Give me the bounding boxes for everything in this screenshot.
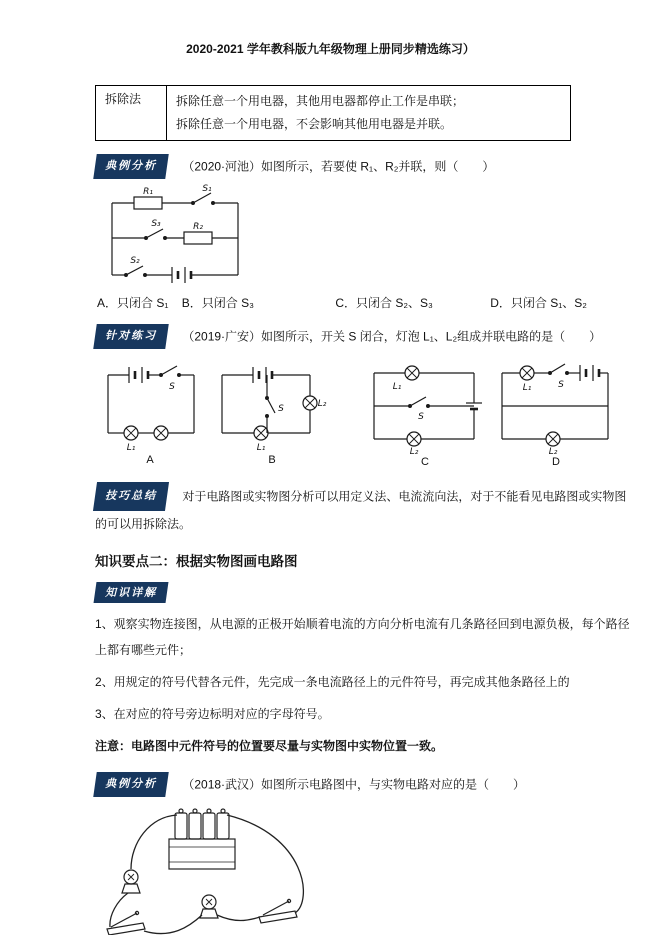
switch-s bbox=[410, 397, 426, 406]
practice-question: （2019·广安）如图所示，开关 S 闭合，灯泡 L₁、L₂组成并联电路的是（ ） bbox=[182, 329, 602, 344]
table-line-series: 拆除任意一个用电器，其他用电器都停止工作是串联； bbox=[176, 94, 465, 108]
circuit-c-diagram bbox=[366, 359, 484, 455]
label-l1: L₁ bbox=[522, 383, 532, 393]
knowledge-item-1: 1、观察实物连接图，从电源的正极开始顺着电流的方向分析电流有几条路径回到电源负极，每个路径上都有哪些元件； bbox=[95, 616, 630, 657]
option-a: A．只闭合 S₁ bbox=[97, 296, 169, 310]
label-l1: L₁ bbox=[392, 382, 402, 392]
practice-header bbox=[95, 324, 637, 349]
label-l2: L₂ bbox=[317, 399, 327, 409]
badge-example-analysis-2 bbox=[93, 772, 169, 797]
circuit-option-b bbox=[214, 359, 330, 466]
circuit-wires bbox=[112, 193, 238, 283]
battery-symbol bbox=[172, 267, 191, 283]
option-d: D．只闭合 S₁、S₂ bbox=[490, 296, 587, 310]
label-s: S bbox=[278, 404, 284, 414]
label-s: S bbox=[169, 382, 175, 392]
switch-left bbox=[107, 911, 145, 935]
switch-s3 bbox=[146, 229, 163, 238]
lamp-symbol bbox=[405, 366, 419, 380]
label-l1: L₁ bbox=[126, 443, 136, 453]
note-text: 注意：电路图中元件符号的位置要尽量与实物图中实物位置一致。 bbox=[95, 738, 444, 753]
practice-figures bbox=[100, 359, 661, 468]
label-l1: L₁ bbox=[256, 443, 266, 453]
knowledge-list bbox=[95, 611, 641, 727]
resistor-r1 bbox=[134, 197, 162, 209]
switch-s2 bbox=[126, 266, 143, 275]
badge-knowledge-detail bbox=[94, 582, 169, 603]
example1-options bbox=[97, 294, 637, 311]
label-s: S bbox=[418, 412, 424, 422]
bulb-center bbox=[200, 895, 218, 918]
removal-method-table bbox=[95, 85, 571, 141]
lamp-symbol bbox=[254, 426, 268, 440]
switch-s bbox=[161, 366, 177, 375]
battery-symbol bbox=[253, 367, 272, 383]
badge-targeted-practice bbox=[93, 324, 169, 349]
circuit-option-a bbox=[100, 359, 200, 466]
circuit-caption-d: D bbox=[552, 456, 560, 468]
circuit-diagram-example1 bbox=[100, 183, 250, 288]
switch-s bbox=[550, 364, 565, 373]
label-s2: S₂ bbox=[130, 256, 140, 266]
bulb-left bbox=[122, 870, 140, 893]
knowledge-item-2: 2、用规定的符号代替各元件，先完成一条电流路径上的元件符号，再完成其他条路径上的 bbox=[95, 674, 570, 689]
switch-right bbox=[259, 899, 297, 923]
physical-circuit-figure bbox=[97, 805, 317, 935]
table-line-parallel: 拆除任意一个用电器，不会影响其他用电器是并联。 bbox=[176, 117, 453, 131]
battery-symbol bbox=[129, 367, 148, 383]
badge-label: 知识详解 bbox=[105, 586, 158, 599]
label-s1: S₁ bbox=[202, 184, 212, 194]
label-s: S bbox=[558, 380, 564, 390]
battery-symbol bbox=[580, 365, 599, 381]
switch-s1 bbox=[193, 193, 211, 203]
circuit-caption-a: A bbox=[146, 454, 154, 466]
example1-figure bbox=[100, 183, 661, 288]
lamp-symbol bbox=[546, 432, 560, 446]
circuit-a-diagram bbox=[100, 359, 200, 453]
page-title: 2020-2021 学年教科版九年级物理上册同步精选练习） bbox=[186, 42, 475, 56]
option-c: C．只闭合 S₂、S₃ bbox=[335, 296, 433, 310]
label-l2: L₂ bbox=[548, 447, 558, 455]
switch-s bbox=[267, 398, 275, 413]
example1-header bbox=[95, 154, 637, 179]
lamp-symbol bbox=[303, 396, 317, 410]
lamp-symbol bbox=[124, 426, 138, 440]
label-r1: R₁ bbox=[143, 187, 153, 197]
lamp-symbol bbox=[520, 366, 534, 380]
option-b: B．只闭合 S₃ bbox=[181, 296, 254, 310]
table-row-label: 拆除法 bbox=[96, 86, 167, 141]
badge-label: 典例分析 bbox=[105, 160, 158, 172]
example2-figure bbox=[97, 805, 661, 935]
badge-example-analysis-1 bbox=[93, 154, 169, 179]
knowledge-header bbox=[95, 582, 637, 603]
circuit-d-diagram bbox=[494, 359, 618, 455]
label-s3: S₃ bbox=[151, 219, 161, 229]
example2-question: （2018·武汉）如图所示电路图中，与实物电路对应的是（ ） bbox=[182, 777, 526, 792]
connecting-wires bbox=[110, 815, 303, 934]
table-row bbox=[96, 86, 571, 141]
table-row-content bbox=[167, 86, 571, 141]
lamp-symbol bbox=[407, 432, 421, 446]
badge-label: 针对练习 bbox=[105, 330, 158, 342]
resistor-r2 bbox=[184, 232, 212, 244]
tips-block bbox=[95, 482, 637, 536]
circuit-caption-c: C bbox=[421, 456, 429, 468]
badge-skill-summary bbox=[93, 482, 169, 511]
section2-heading: 知识要点二：根据实物图画电路图 bbox=[95, 553, 298, 569]
example2-header bbox=[95, 772, 637, 797]
lamp-symbol bbox=[154, 426, 168, 440]
badge-label: 技巧总结 bbox=[105, 490, 158, 502]
badge-label: 典例分析 bbox=[105, 777, 158, 790]
circuit-option-d bbox=[494, 359, 618, 468]
label-r2: R₂ bbox=[193, 222, 203, 232]
circuit-b-diagram bbox=[214, 359, 330, 453]
circuit-caption-b: B bbox=[268, 454, 276, 466]
example1-question: （2020·河池）如图所示，若要使 R₁、R₂并联，则（ ） bbox=[182, 159, 495, 174]
battery-pack bbox=[169, 809, 235, 869]
knowledge-item-3: 3、在对应的符号旁边标明对应的字母符号。 bbox=[95, 706, 330, 721]
label-l2: L₂ bbox=[409, 447, 419, 455]
circuit-option-c bbox=[366, 359, 484, 468]
tips-text: 对于电路图或实物图分析可以用定义法、电流流向法，对于不能看见电路图或实物图的可以用拆除法。 bbox=[95, 489, 627, 531]
